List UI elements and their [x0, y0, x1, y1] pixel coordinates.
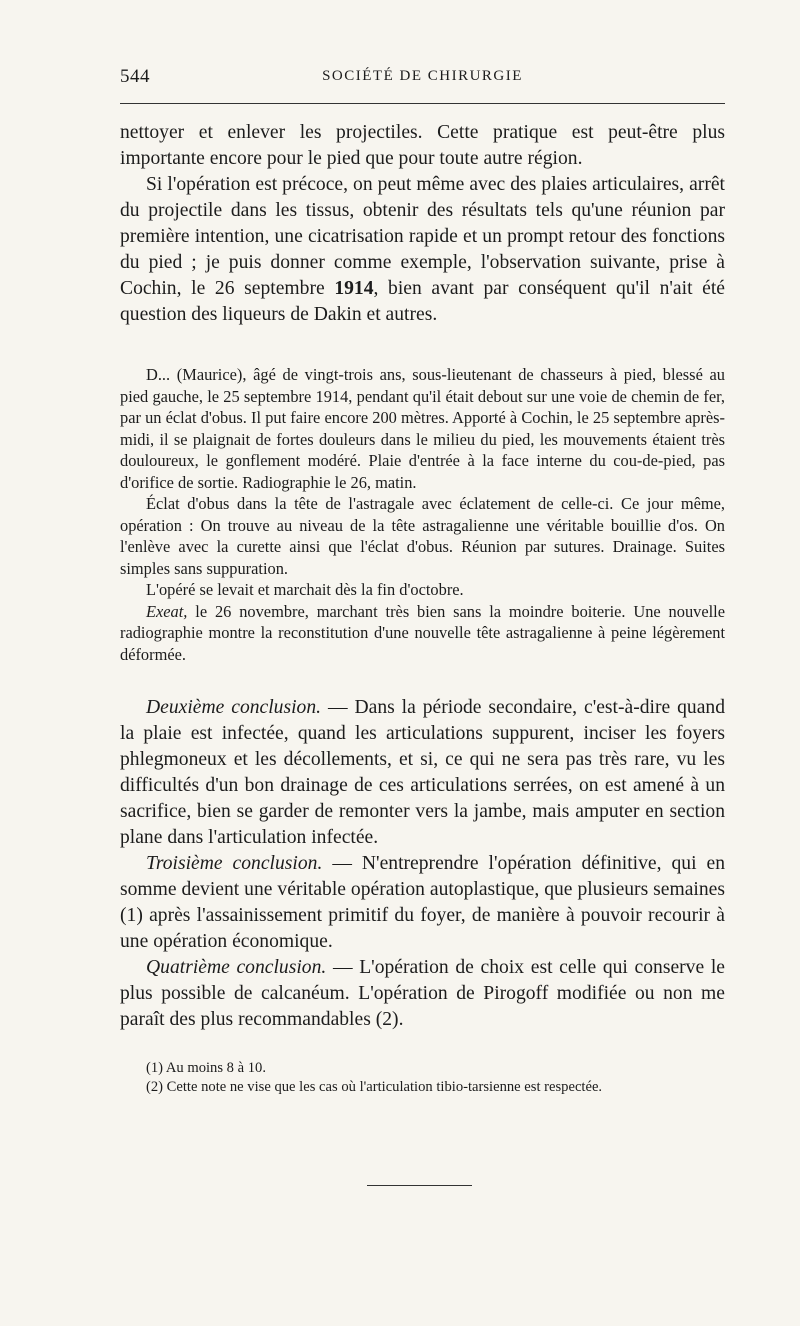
case-paragraph-1: D... (Maurice), âgé de vingt-trois ans, sous-lieutenant de chasseurs à pied, blessé au pied gauche, le 25 septembre 1914, pendant qu'il était debout sur une voie de chemin de fer, par un éclat d'obus. Il put faire encore 200 mètres. Apporté à Cochin, le 25 septembre après-midi, il se plaignait de fortes douleurs dans le milieu du pied, les mouvements étaient très douloureux, le gonflement modéré. Plaie d'entrée à la face interne du cou-de-pied, pas d'orifice de sortie. Radiographie le 26, matin. — [120, 365, 725, 492]
paragraph-2 — [120, 172, 725, 328]
conclusion-2-text: — Dans la période secondaire, c'est-à-dire quand la plaie est infectée, quand les articulations suppurent, inciser les foyers phlegmoneux et les décollements, et si, ce qui ne sera pas très rare, vu les difficultés d'un bon drainage de ces articulations serrées, on est amené à un sacrifice, bien se garder de remonter vers la jambe, mais amputer en section plane dans l'articulation infectée. — [120, 697, 725, 848]
case-paragraph-4-text: le 26 novembre, marchant très bien sans la moindre boiterie. Une nouvelle radiographie montre la reconstitution d'une nouvelle tête astragalienne à peine légèrement déformée. — [120, 601, 725, 664]
paragraph-2-part-b: , bien avant par conséquent qu'il n'ait été question des liqueurs de Dakin et autres. — [120, 278, 725, 325]
page-number: 544 — [120, 66, 150, 87]
conclusion-2 — [120, 695, 725, 851]
case-exeat: Exeat, — [146, 601, 188, 621]
case-paragraph-2: Éclat d'obus dans la tête de l'astragale avec éclatement de celle-ci. Ce jour même, opération : On trouve au niveau de la tête astragalienne une véritable bouillie d'os. On l'enlève avec la curette ainsi que l'éclat d'obus. Réunion par sutures. Drainage. Suites simples sans suppuration. — [120, 494, 725, 578]
header-rule — [120, 103, 725, 104]
footnote-1: (1) Au moins 8 à 10. — [146, 1060, 266, 1076]
conclusion-2-label: Deuxième conclusion. — [146, 697, 322, 718]
conclusion-3-label: Troisième conclusion. — [146, 853, 323, 874]
case-paragraph-4 — [120, 601, 725, 666]
main-text — [120, 120, 725, 1097]
conclusion-4-label: Quatrième conclusion. — [146, 957, 327, 978]
paragraph-2-part-a: Si l'opération est précoce, on peut même avec des plaies articulaires, arrêt du projectile dans les tissus, obtenir des résultats tels qu'une réunion par première intention, une cicatrisation rapide et un prompt retour des fonctions du pied ; je puis donner comme exemple, l'observation suivante, prise à Cochin, le 26 septembre — [120, 174, 725, 299]
case-paragraph-3: L'opéré se levait et marchait dès la fin d'octobre. — [146, 580, 464, 599]
paragraph-2-year: 1914 — [334, 278, 374, 299]
paragraph-1: nettoyer et enlever les projectiles. Cette pratique est peut-être plus importante encore pour le pied que pour toute autre région. — [120, 122, 725, 169]
conclusion-4 — [120, 955, 725, 1033]
running-header — [120, 66, 725, 96]
conclusion-4-text: — L'opération de choix est celle qui conserve le plus possible de calcanéum. L'opération de Pirogoff modifiée ou non me paraît des plus recommandables (2). — [120, 957, 725, 1030]
conclusion-3 — [120, 851, 725, 955]
header-title: SOCIÉTÉ DE CHIRURGIE — [322, 68, 523, 84]
footnote-2: (2) Cette note ne vise que les cas où l'articulation tibio-tarsienne est respectée. — [146, 1079, 603, 1095]
end-rule — [367, 1185, 472, 1186]
conclusion-3-text: — N'entreprendre l'opération définitive, qui en somme devient une véritable opération autoplastique, que plusieurs semaines (1) après l'assainissement primitif du foyer, de manière à pouvoir recourir à une opération économique. — [120, 853, 725, 952]
